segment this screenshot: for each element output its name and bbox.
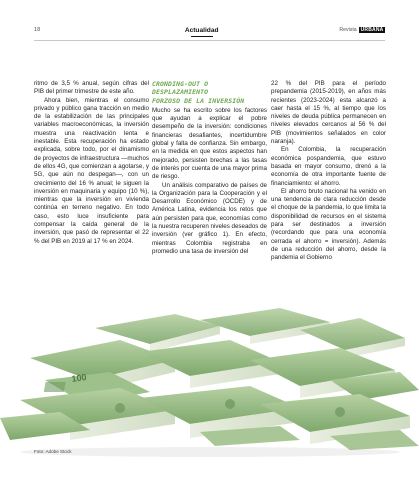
text-column-3 (271, 80, 386, 263)
subheading-line: DESPLAZAMIENTO (152, 88, 209, 97)
paragraph: Ahora bien, mientras el consumo privado y público gana tracción en medio de la estabilización de las principales variables macroeconómicas, la inversión muestra una reactivación lenta e inestable. Esta recuperación ha estado explicada, sobre todo, por el dinamismo de proyectos de infraestructura —muchos de ellos 4G, que comienzan a agotarse, y 5G, que aún no despegan—, con un crecimiento del 16 % anual; le siguen la inversión en maquinaria y equipo (10 %), mientras que la inversión en vivienda continúa en terreno negativo. En todo caso, esto luce insuficiente para compensar la caída general de la inversión, que pasó de representar el 22 % del PIB en 2019 al 17 % en 2024. (34, 96, 149, 245)
banknote-stacks-photo (0, 300, 419, 460)
paragraph: Un análisis comparativo de países de la Organización para la Cooperación y el Desarrollo Económico (OCDE) y de América Latina, evidencia los retos que aún persisten para que, economías como la nuestra recuperen niveles deseados de inversión (ver gráfico 1). En efecto, mientras Colombia registraba en promedio una tasa de inversión del (152, 181, 267, 255)
text-column-1 (34, 80, 149, 246)
text-column-2 (152, 80, 267, 256)
paragraph: En Colombia, la recuperación económica pospandemia, que estuvo basada en mayor consumo, drenó a la economía de otra importante fuente de financiamiento: el ahorro. (271, 146, 386, 187)
brand-name: URBANA (360, 27, 384, 33)
brand-prefix: Revista (339, 27, 357, 33)
page-header (34, 24, 385, 36)
banknote-denomination: 100 (70, 371, 88, 384)
paragraph: ritmo de 3,5 % anual, según cifras del PIB del primer trimestre de este año. (34, 80, 149, 96)
section-title: Actualidad (64, 27, 339, 34)
magazine-brand (339, 27, 385, 33)
subheading-line: FORZOSO DE LA INVERSIÓN (152, 96, 245, 105)
section-subheading (152, 80, 267, 105)
page-number: 18 (34, 27, 41, 33)
subheading-line: CRONDING-OUT O (152, 80, 209, 88)
header-divider (34, 40, 385, 41)
photo-credit: Foto: Adobe Stock (34, 449, 72, 454)
paragraph: 22 % del PIB para el período prepandemia (2015-2019), en años más recientes (2023-2024) esta alcanzó a caer hasta el 15 %, al tiempo que los niveles de deuda pública permanecen en niveles elevados cercanos al 56 % del PIB (movimientos señalados en color naranja). (271, 80, 386, 146)
paragraph: El ahorro bruto nacional ha venido en una tendencia de clara reducción desde el choque de la pandemia, lo que limita la disponibilidad de recursos en el sistema para ser destinados a inversión (recordando que para una economía cerrada el ahorro = inversión). Además de una reducción del ahorro, desde la pandemia el Gobierno (271, 187, 386, 262)
paragraph: Mucho se ha escrito sobre los factores que ayudan a explicar el pobre desempeño de la inversión: condiciones financieras desafiantes, incertidumbre global y falta de confianza. Sin embargo, en la medida en que estos aspectos han mejorado, persisten brechas a las tasas de interés por cuenta de una mayor prima de riesgo. (152, 106, 267, 181)
